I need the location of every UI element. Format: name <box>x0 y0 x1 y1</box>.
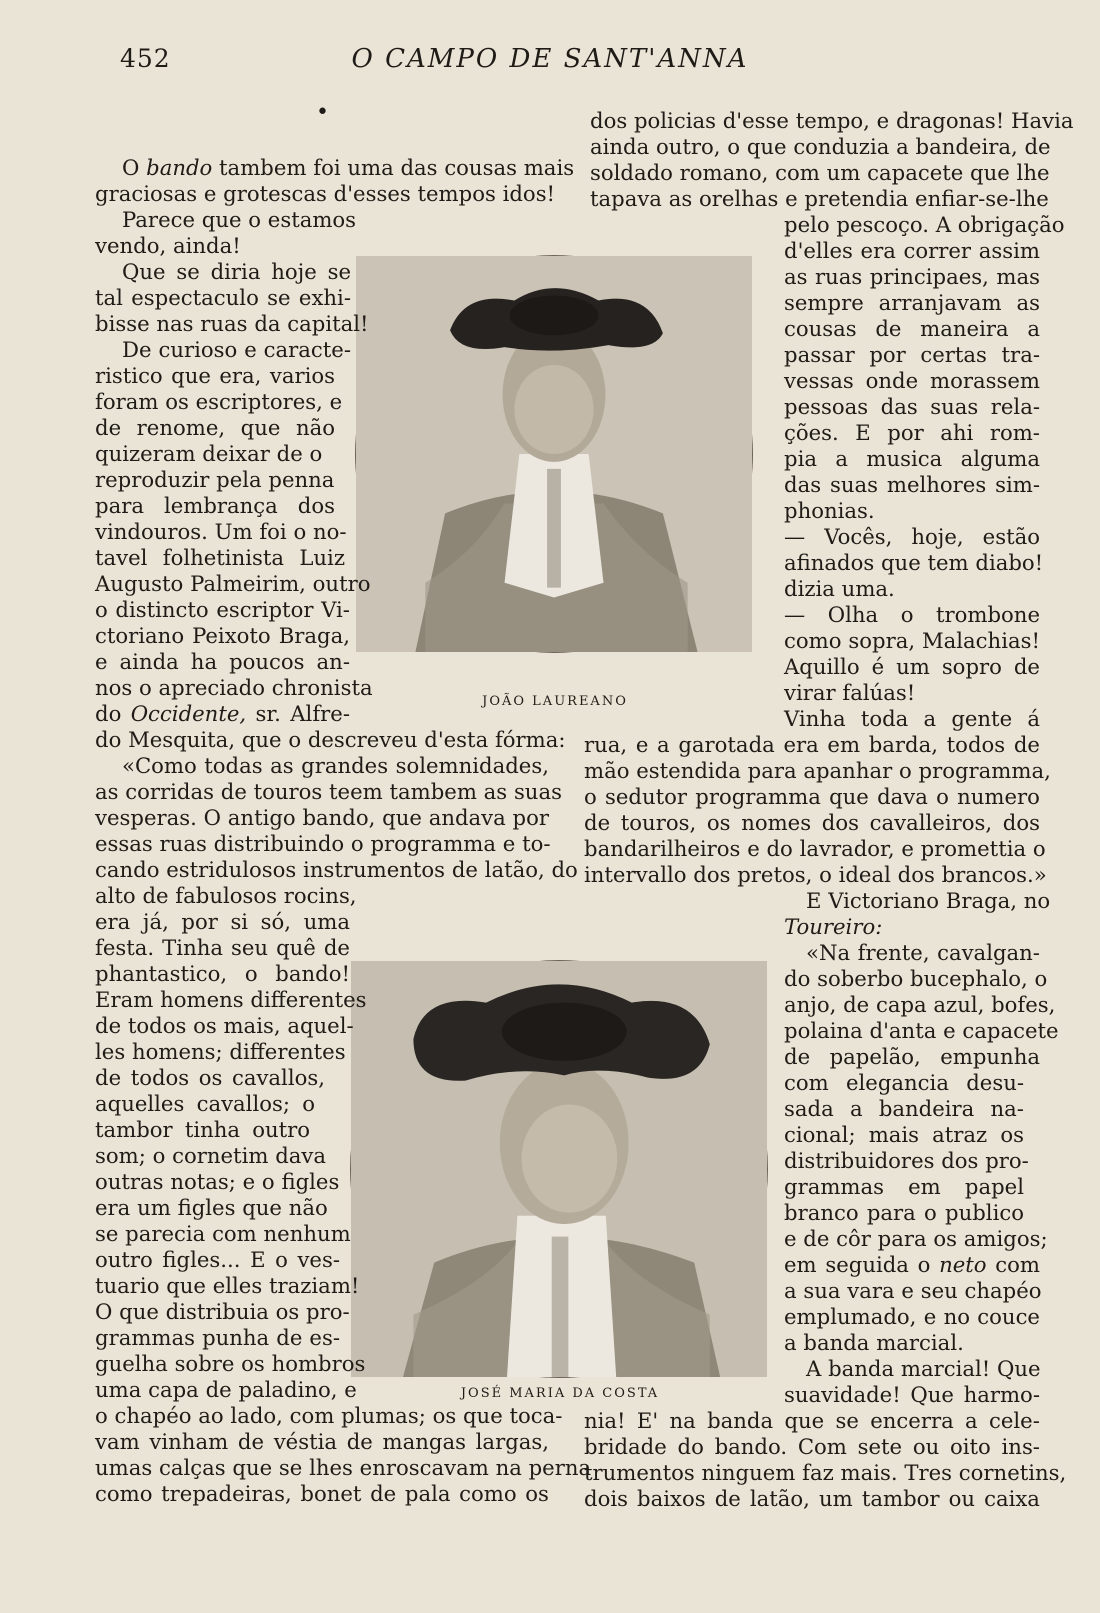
photo-caption: JOÃO LAUREANO <box>482 694 628 709</box>
text-line: A banda marcial! Que <box>806 1356 1041 1381</box>
text-line: emplumado, e no couce <box>784 1304 1040 1329</box>
text-line: o chapéo ao lado, com plumas; os que toca- <box>95 1403 563 1428</box>
text-line: suavidade! Que harmo- <box>784 1382 1040 1407</box>
text-line: quizeram deixar de o <box>95 441 323 466</box>
text-line: como trepadeiras, bonet de pala como os <box>95 1481 549 1506</box>
text-line: Que se diria hoje se <box>122 259 351 284</box>
text-line: de papelão, empunha <box>784 1044 1040 1069</box>
text-line: sempre arranjavam as <box>784 290 1040 315</box>
text-line: anjo, de capa azul, bofes, <box>784 992 1056 1017</box>
text-line: pessoas das suas rela- <box>784 394 1040 419</box>
text-line: de touros, os nomes dos cavalleiros, dos <box>584 810 1040 835</box>
text-line: reproduzir pela penna <box>95 467 335 492</box>
photo-caption: JOSÉ MARIA DA COSTA <box>460 1386 660 1401</box>
text-line: tuario que elles traziam! <box>95 1273 360 1298</box>
text-line: bandarilheiros e do lavrador, e promettia o <box>584 836 1046 861</box>
text-line: era já, por si só, uma <box>95 909 350 934</box>
text-line: ções. E por ahi rom- <box>784 420 1040 445</box>
text-line: dizia uma. <box>784 576 895 601</box>
text-line: graciosas e grotescas d'esses tempos idos! <box>95 181 556 206</box>
text-line: «Na frente, cavalgan- <box>806 940 1040 965</box>
text-line: d'elles era correr assim <box>784 238 1040 263</box>
page-number: 452 <box>120 44 171 73</box>
text-line: nia! E' na banda que se encerra a cele- <box>584 1408 1040 1433</box>
text-line: de todos os cavallos, <box>95 1065 325 1090</box>
text-line: pia a musica alguma <box>784 446 1040 471</box>
text-line: ristico que era, varios <box>95 363 335 388</box>
text-line: som; o cornetim dava <box>95 1143 326 1168</box>
text-line: O bando tambem foi uma das cousas mais <box>122 155 575 180</box>
text-line: soldado romano, com um capacete que lhe <box>590 160 1050 185</box>
text-line: Toureiro: <box>784 914 883 939</box>
text-line: outras notas; e o figles <box>95 1169 340 1194</box>
text-line: a sua vara e seu chapéo <box>784 1278 1042 1303</box>
text-line: como sopra, Malachias! <box>784 628 1040 653</box>
text-line: distribuidores dos pro- <box>784 1148 1029 1173</box>
text-line: umas calças que se lhes enroscavam na perna <box>95 1455 592 1480</box>
text-line: Aquillo é um sopro de <box>784 654 1040 679</box>
text-line: era um figles que não <box>95 1195 328 1220</box>
text-line: cional; mais atraz os <box>784 1122 1024 1147</box>
text-line: tavel folhetinista Luiz <box>95 545 345 570</box>
text-line: O que distribuia os pro- <box>95 1299 350 1324</box>
text-line: phonias. <box>784 498 875 523</box>
text-line: e de côr para os amigos; <box>784 1226 1048 1251</box>
text-line: cando estridulosos instrumentos de latão, do <box>95 857 578 882</box>
text-line: tapava as orelhas e pretendia enfiar-se-lhe <box>590 186 1049 211</box>
text-line: dois baixos de latão, um tambor ou caixa <box>584 1486 1040 1511</box>
text-line: festa. Tinha seu quê de <box>95 935 350 960</box>
text-line: do Mesquita, que o descreveu d'esta fórma: <box>95 727 566 752</box>
text-line: vessas onde morassem <box>784 368 1040 393</box>
text-line: grammas punha de es- <box>95 1325 340 1350</box>
text-line: se parecia com nenhum <box>95 1221 351 1246</box>
text-line: passar por certas tra- <box>784 342 1040 367</box>
text-line: cousas de maneira a <box>784 316 1040 341</box>
text-line: de todos os mais, aquel- <box>95 1013 354 1038</box>
text-line: das suas melhores sim- <box>784 472 1040 497</box>
text-line: «Como todas as grandes solemnidades, <box>122 753 549 778</box>
text-line: vesperas. O antigo bando, que andava por <box>95 805 549 830</box>
text-line: e ainda ha poucos an- <box>95 649 350 674</box>
text-line: E Victoriano Braga, no <box>806 888 1051 913</box>
text-line: bridade do bando. Com sete ou oito ins- <box>584 1434 1040 1459</box>
text-line: vindouros. Um foi o no- <box>95 519 347 544</box>
text-line: dos policias d'esse tempo, e dragonas! Havia <box>590 108 1074 133</box>
text-line: mão estendida para apanhar o programma, <box>584 758 1051 783</box>
text-line: com elegancia desu- <box>784 1070 1024 1095</box>
text-line: bisse nas ruas da capital! <box>95 311 369 336</box>
text-line: do soberbo bucephalo, o <box>784 966 1048 991</box>
text-line: Eram homens differentes <box>95 987 367 1012</box>
text-line: do Occidente, sr. Alfre- <box>95 701 350 726</box>
text-line: foram os escriptores, e <box>95 389 343 414</box>
text-line: essas ruas distribuindo o programma e to- <box>95 831 551 856</box>
text-line: — Vocês, hoje, estão <box>784 524 1040 549</box>
text-line: outro figles... E o ves- <box>95 1247 340 1272</box>
text-line: as ruas principaes, mas <box>784 264 1040 289</box>
text-line: polaina d'anta e capacete <box>784 1018 1059 1043</box>
text-line: a banda marcial. <box>784 1330 964 1355</box>
text-line: sada a bandeira na- <box>784 1096 1024 1121</box>
text-line: trumentos ninguem faz mais. Tres cornetins, <box>584 1460 1067 1485</box>
text-line: em seguida o neto com <box>784 1252 1040 1277</box>
text-line: — Olha o trombone <box>784 602 1040 627</box>
ornament-dot: • <box>316 100 329 125</box>
text-line: phantastico, o bando! <box>95 961 350 986</box>
text-line: nos o apreciado chronista <box>95 675 373 700</box>
text-line: rua, e a garotada era em barda, todos de <box>584 732 1040 757</box>
text-line: vendo, ainda! <box>95 233 241 258</box>
text-line: grammas em papel <box>784 1174 1024 1199</box>
text-line: Vinha toda a gente á <box>784 706 1040 731</box>
text-line: ainda outro, o que conduzia a bandeira, de <box>590 134 1051 159</box>
text-line: as corridas de touros teem tambem as suas <box>95 779 562 804</box>
text-line: intervallo dos pretos, o ideal dos brancos.» <box>584 862 1047 887</box>
running-title: O CAMPO DE SANT'ANNA <box>351 44 749 74</box>
text-line: les homens; differentes <box>95 1039 346 1064</box>
text-line: virar falúas! <box>784 680 916 705</box>
text-line: afinados que tem diabo! <box>784 550 1044 575</box>
text-line: tal espectaculo se exhi- <box>95 285 351 310</box>
text-line: guelha sobre os hombros <box>95 1351 366 1376</box>
text-line: vam vinham de véstia de mangas largas, <box>95 1429 549 1454</box>
text-line: uma capa de paladino, e <box>95 1377 357 1402</box>
text-line: De curioso e caracte- <box>122 337 351 362</box>
text-line: tambor tinha outro <box>95 1117 310 1142</box>
text-line: alto de fabulosos rocins, <box>95 883 357 908</box>
text-line: o sedutor programma que dava o numero <box>584 784 1040 809</box>
text-line: ctoriano Peixoto Braga, <box>95 623 350 648</box>
text-line: Parece que o estamos <box>122 207 357 232</box>
text-line: Augusto Palmeirim, outro <box>95 571 371 596</box>
text-line: para lembrança dos <box>95 493 335 518</box>
text-line: o distincto escriptor Vi- <box>95 597 350 622</box>
text-line: pelo pescoço. A obrigação <box>784 212 1065 237</box>
text-line: aquelles cavallos; o <box>95 1091 315 1116</box>
text-line: branco para o publico <box>784 1200 1024 1225</box>
text-line: de renome, que não <box>95 415 335 440</box>
